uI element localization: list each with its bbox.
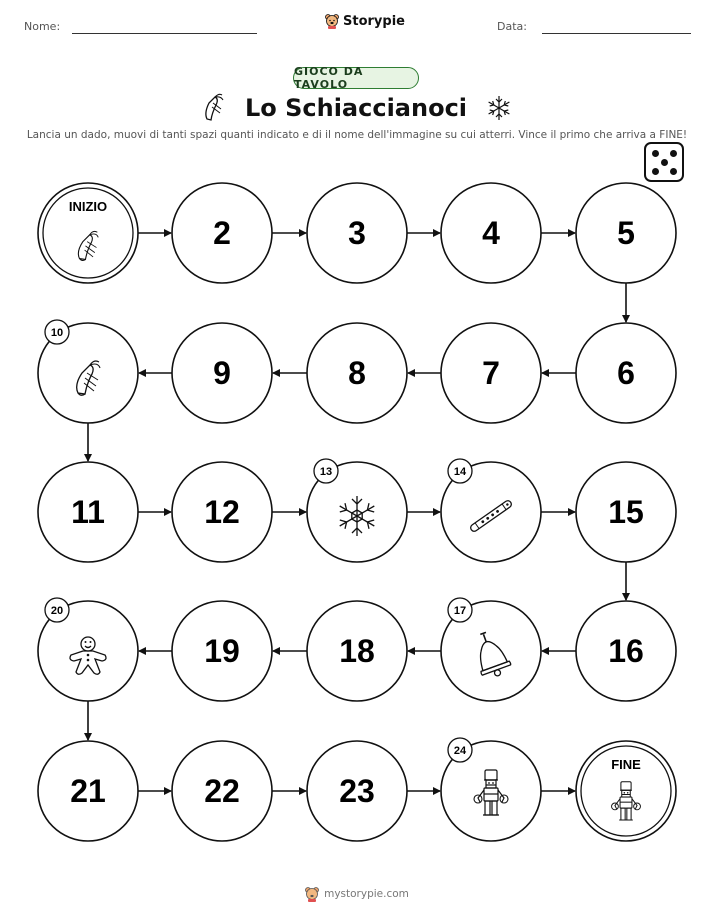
board-space-inizio: [38, 183, 138, 283]
board-space-9: [172, 323, 272, 423]
board-space-13: [307, 459, 407, 562]
board-space-5: [576, 183, 676, 283]
space-number: 23: [339, 773, 375, 809]
footer-url: mystorypie.com: [324, 888, 409, 900]
space-number: 22: [204, 773, 240, 809]
board-space-6: [576, 323, 676, 423]
space-number: 2: [213, 215, 231, 251]
space-number: 5: [617, 215, 635, 251]
space-number: 9: [213, 355, 231, 391]
space-number: 6: [617, 355, 635, 391]
board-space-21: [38, 741, 138, 841]
board-space-2: [172, 183, 272, 283]
brand-name: Storypie: [343, 13, 405, 29]
space-number: 4: [482, 215, 500, 251]
bear-logo-icon: [305, 886, 319, 902]
board-space-22: [172, 741, 272, 841]
footer: [0, 886, 714, 902]
board-space-3: [307, 183, 407, 283]
space-number: 11: [71, 494, 105, 530]
space-number-badge: 24: [453, 745, 467, 757]
start-label: INIZIO: [68, 199, 108, 214]
space-number: 7: [482, 355, 500, 391]
board-space-15: [576, 462, 676, 562]
space-number: 3: [348, 215, 366, 251]
board-space-4: [441, 183, 541, 283]
space-number-badge: 20: [50, 605, 64, 617]
space-number: 18: [339, 633, 375, 669]
space-number: 19: [204, 633, 240, 669]
board-space-8: [307, 323, 407, 423]
space-number-badge: 13: [319, 466, 333, 478]
board-space-20: [38, 598, 138, 701]
space-number-badge: 10: [50, 327, 64, 339]
board-space-14: [441, 459, 541, 562]
board-space-10: [38, 320, 138, 423]
space-number: 15: [608, 494, 644, 530]
date-label: Data:: [497, 20, 527, 33]
board-space-24: [441, 738, 541, 841]
instructions: Lancia un dado, muovi di tanti spazi quanti indicato e di il nome dell'immagine su cui atterri. Vince il primo che arriva a FINE!: [26, 129, 688, 141]
category-badge: GIOCO DA TAVOLO: [293, 67, 419, 89]
board-space-fine: [576, 741, 676, 841]
board-space-17: [441, 598, 541, 701]
space-number: 8: [348, 355, 366, 391]
space-number-badge: 17: [453, 605, 467, 617]
space-number-badge: 14: [453, 466, 467, 478]
board-space-19: [172, 601, 272, 701]
board-space-16: [576, 601, 676, 701]
board-spaces: [38, 183, 676, 841]
space-number: 21: [70, 773, 106, 809]
finish-label: FINE: [611, 757, 641, 772]
board-space-12: [172, 462, 272, 562]
page-title: Lo Schiaccianoci: [244, 94, 468, 122]
board-space-11: [38, 462, 138, 562]
board-space-7: [441, 323, 541, 423]
board-space-18: [307, 601, 407, 701]
space-number: 12: [204, 494, 240, 530]
board-space-23: [307, 741, 407, 841]
name-label: Nome:: [24, 20, 61, 33]
space-number: 16: [608, 633, 644, 669]
